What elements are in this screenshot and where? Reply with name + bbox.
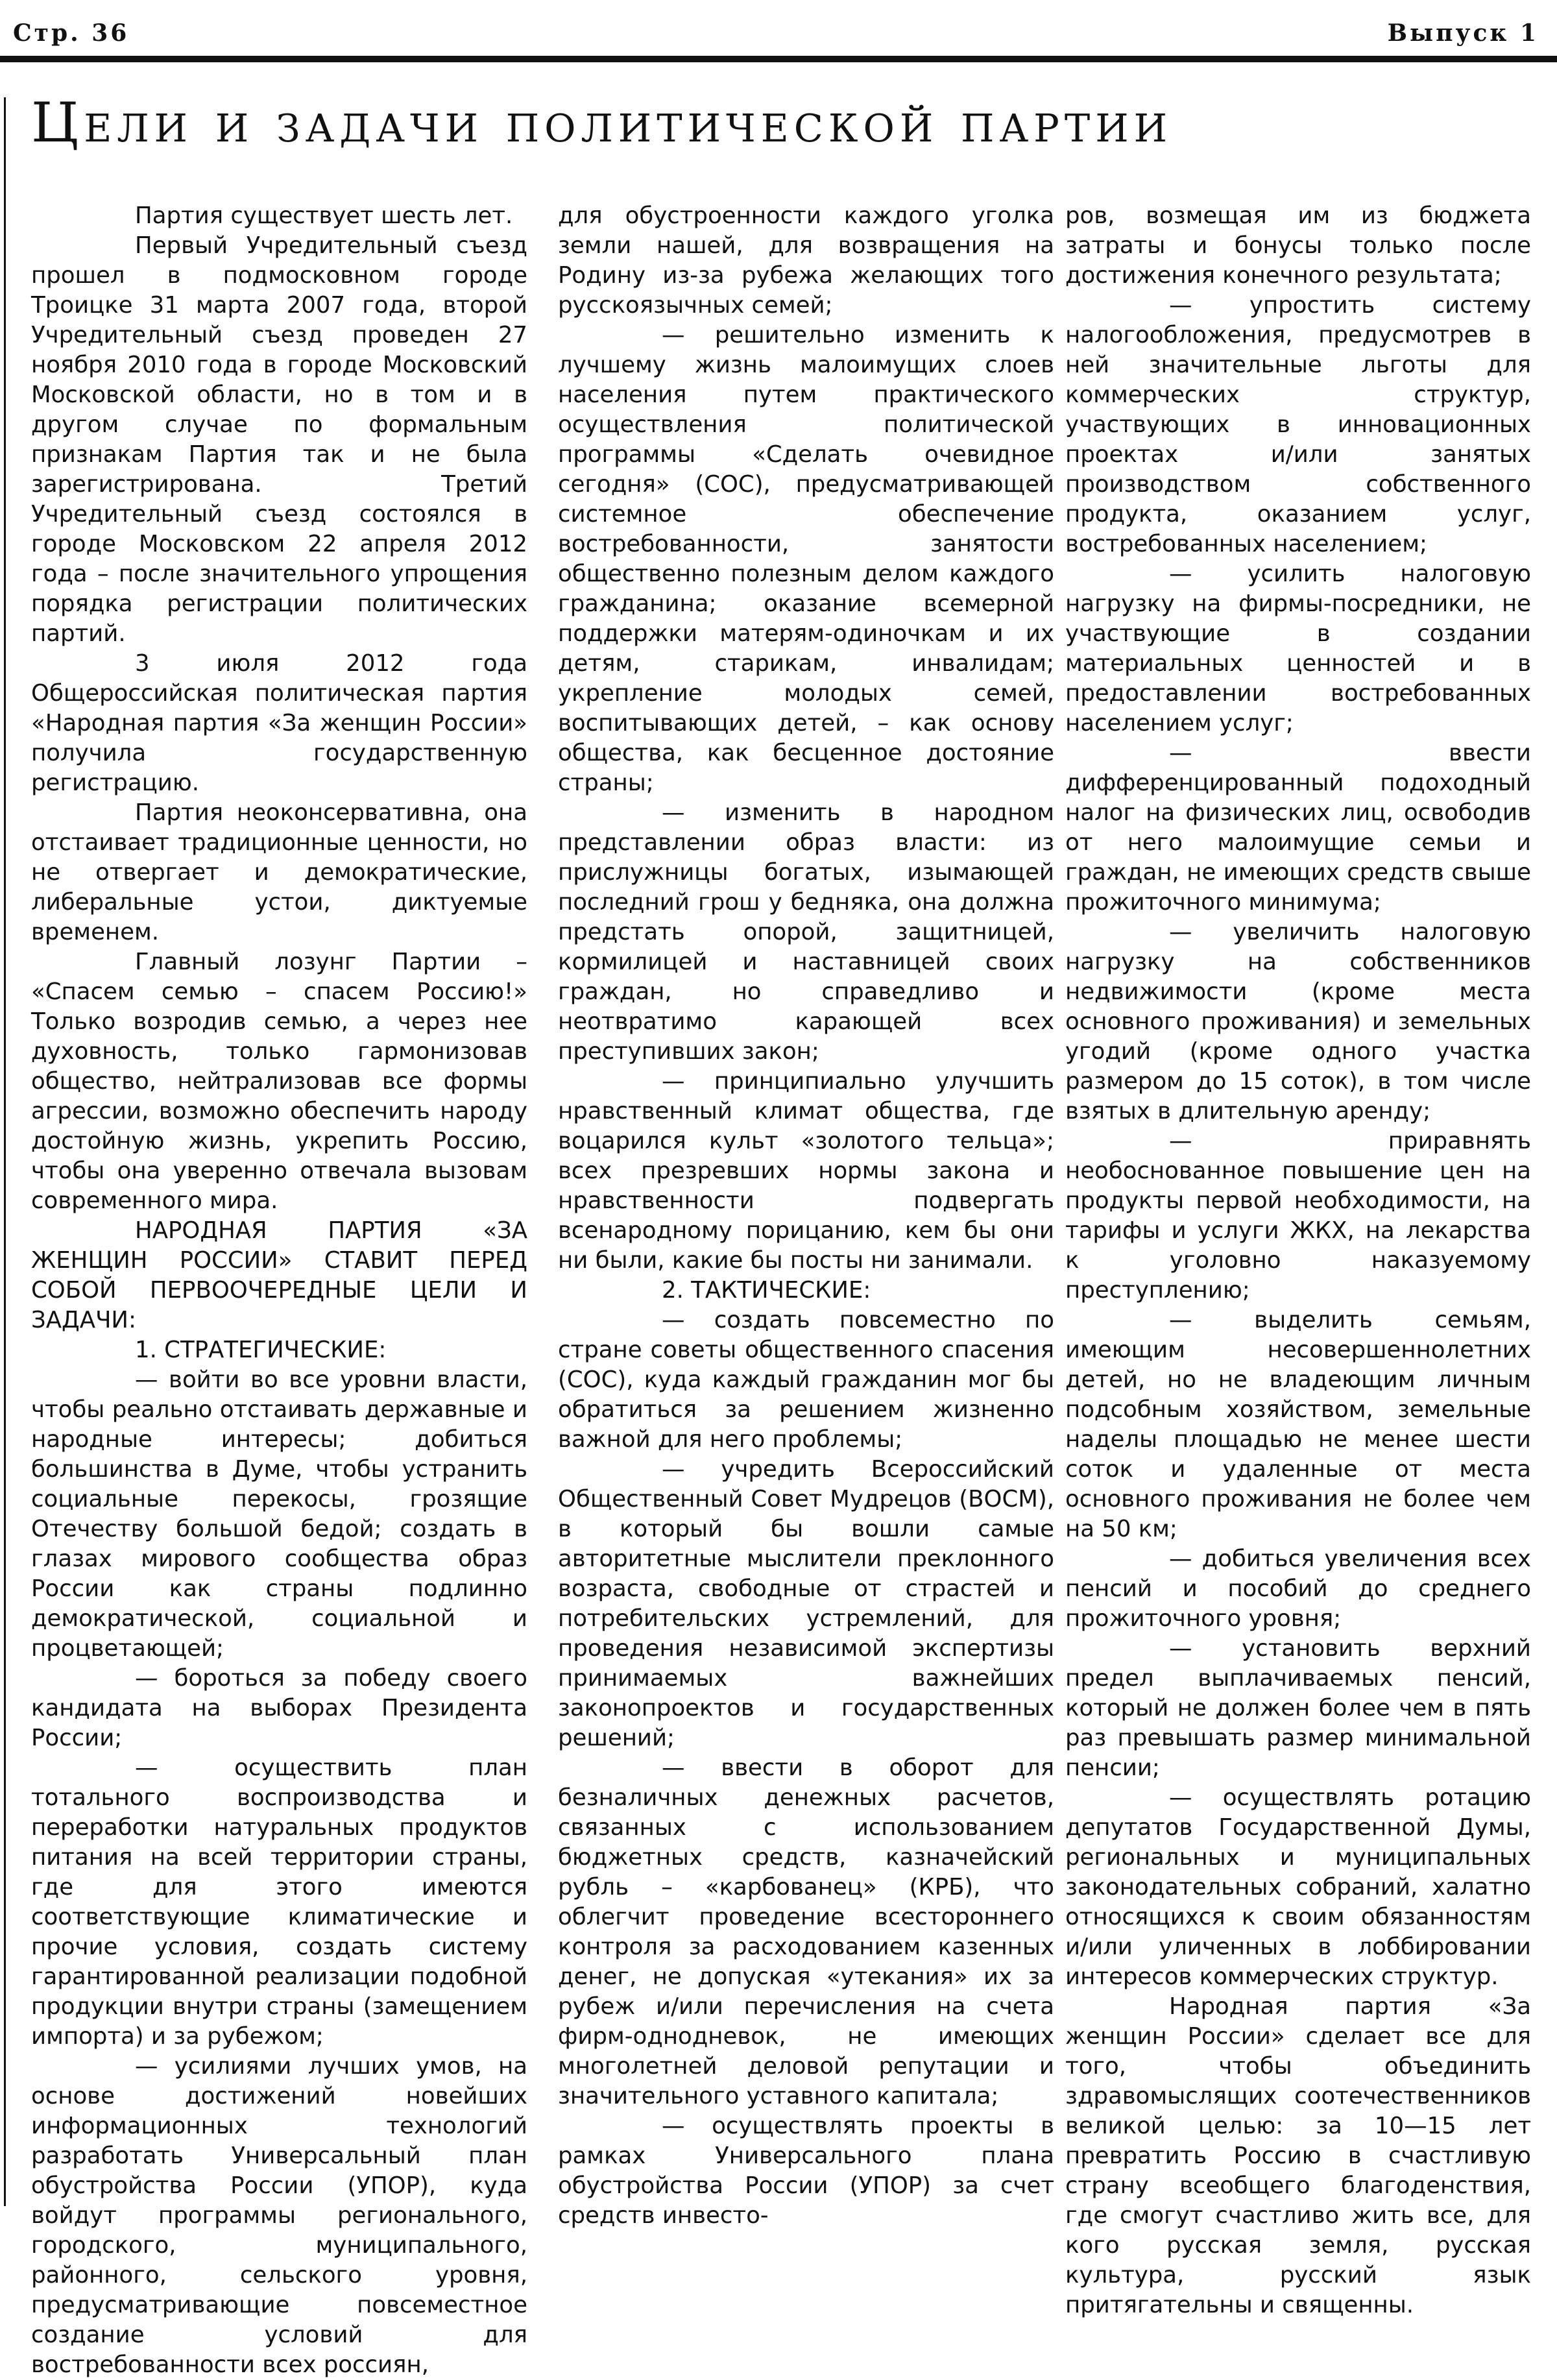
list-item: — приравнять необоснованное повышение цен на продукты первой необходимости, на тарифы и услуги ЖКХ, на лекарства к уголовно наказуемому преступлению; — [1065, 1128, 1531, 1304]
list-item: — ввести в оборот для безналичных денежных расчетов, связанных с использованием бюджетных средств, казначейский рубль – «карбованец» (КРБ), что облегчит проведение всестороннего контроля за расходованием казенных денег, не допуская «утекания» их за рубеж и/или перечисления на счета фирм-однодневок, не имеющих многолетней деловой репутации и значительного уставного капитала; — [558, 1755, 1054, 2109]
text-column-1 — [31, 201, 527, 2378]
list-item: — выделить семьям, имеющим несовершеннолетних детей, но не владеющим личным подсобным хозяйством, земельные наделы площадью не менее шести соток и удаленные от места основного проживания не более чем на 50 км; — [1065, 1307, 1531, 1542]
paragraph: Главный лозунг Партии – «Спасем семью – спасем Россию!» Только возродив семью, а через нее духовность, только гармонизовав общество, нейтрализовав все формы агрессии, возможно обеспечить народу достойную жизнь, укрепить Россию, чтобы она уверенно отвечала вызовам современного мира. — [31, 949, 527, 1214]
list-item: — увеличить налоговую нагрузку на собственников недвижимости (кроме места основного проживания) и земельных угодий (кроме одного участка размером до 15 соток), в том числе взятых в длительную аренду; — [1065, 919, 1531, 1124]
list-item: — учредить Всероссийский Общественный Совет Мудрецов (ВОСМ), в который бы вошли самые авторитетные мыслители преклонного возраста, свободные от страстей и потребительских устремлений, для проведения независимой экспертизы принимаемых важнейших законопроектов и государственных решений; — [558, 1456, 1054, 1751]
issue-number: Выпуск 1 — [1387, 19, 1539, 47]
list-item: — усилить налоговую нагрузку на фирмы-посредники, не участвующие в создании материальных ценностей и в предоставлении востребованных населением услуг; — [1065, 561, 1531, 736]
list-item: — усилиями лучших умов, на основе достижений новейших информационных технологий разработать Универсальный план обустройства России (УПОР), куда войдут программы регионального, городского, муниципального, районного, сельского уровня, предусматривающие повсеместное создание условий для востребованности всех россиян, — [31, 2053, 527, 2378]
left-margin-rule — [4, 97, 6, 2206]
header-rule — [0, 56, 1557, 62]
list-item: — осуществлять проекты в рамках Универсального плана обустройства России (УПОР) за счет средств инвесто- — [558, 2113, 1054, 2229]
article-title: Цели и задачи политической партии — [31, 91, 1173, 154]
list-item: — осуществлять ротацию депутатов Государственной Думы, региональных и муниципальных законодательных собраний, халатно относящихся к своим обязанностям и/или уличенных в лоббировании интересов коммерческих структур. — [1065, 1784, 1531, 1990]
paragraph: Партия существует шесть лет. — [135, 202, 513, 229]
subsection-heading: 2. ТАКТИЧЕСКИЕ: — [662, 1277, 871, 1304]
list-item: — установить верхний предел выплачиваемых пенсий, который не должен более чем в пять раз превышать размер минимальной пенсии; — [1065, 1635, 1531, 1781]
subsection-heading: 1. СТРАТЕГИЧЕСКИЕ: — [135, 1337, 387, 1363]
paragraph: 3 июля 2012 года Общероссийская политическая партия «Народная партия «За женщин России» получила государственную регистрацию. — [31, 650, 527, 796]
list-item: — бороться за победу своего кандидата на выборах Президента России; — [31, 1665, 527, 1751]
page-number: Стр. 36 — [13, 19, 130, 47]
list-item-continued: для обустроенности каждого уголка земли нашей, для возвращения на Родину из-за рубежа желающих того русскоязычных семей; — [558, 202, 1054, 319]
list-item: — войти во все уровни власти, чтобы реально отстаивать державные и народные интересы; добиться большинства в Думе, чтобы устранить социальные перекосы, грозящие Отечеству большой бедой; создать в глазах мирового сообщества образ России как страны подлинно демократической, социальной и процветающей; — [31, 1366, 527, 1662]
list-item: — добиться увеличения всех пенсий и пособий до среднего прожиточного уровня; — [1065, 1546, 1531, 1632]
list-item: — ввести дифференцированный подоходный налог на физических лиц, освободив от него малоимущие семьи и граждан, не имеющих средств свыше прожиточного минимума; — [1065, 740, 1531, 916]
list-item-continued: ров, возмещая им из бюджета затраты и бонусы только после достижения конечного результата; — [1065, 202, 1531, 289]
section-heading: НАРОДНАЯ ПАРТИЯ «ЗА ЖЕНЩИН РОССИИ» СТАВИТ ПЕРЕД СОБОЙ ПЕРВООЧЕРЕДНЫЕ ЦЕЛИ И ЗАДАЧИ: — [31, 1217, 527, 1333]
paragraph: Первый Учредительный съезд прошел в подмосковном городе Троицке 31 марта 2007 года, второй Учредительный съезд проведен 27 ноября 2010 года в городе Московский Московской области, но в том и в другом случае по формальным признакам Партия так и не была зарегистрирована. Третий Учредительный съезд состоялся в городе Московском 22 апреля 2012 года – после значительного упрощения порядка регистрации политических партий. — [31, 232, 527, 647]
list-item: — решительно изменить к лучшему жизнь малоимущих слоев населения путем практического осуществления политической программы «Сделать очевидное сегодня» (СОС), предусматривающей системное обеспечение востребованности, занятости общественно полезным делом каждого гражданина; оказание всемерной поддержки матерям-одиночкам и их детям, старикам, инвалидам; укрепление молодых семей, воспитывающих детей, – как основу общества, как бесценное достояние страны; — [558, 322, 1054, 796]
paragraph: Партия неоконсервативна, она отстаивает традиционные ценности, но не отвергает и демократические, либеральные устои, диктуемые временем. — [31, 799, 527, 945]
list-item: — упростить систему налогообложения, предусмотрев в ней значительные льготы для коммерческих структур, участвующих в инновационных проектах и/или занятых производством собственного продукта, оказанием услуг, востребованных населением; — [1065, 292, 1531, 557]
list-item: — принципиально улучшить нравственный климат общества, где воцарился культ «золотого тельца»; всех презревших нормы закона и нравственности подвергать всенародному порицанию, кем бы они ни были, какие бы посты ни занимали. — [558, 1068, 1054, 1274]
closing-paragraph: Народная партия «За женщин России» сделает все для того, чтобы объединить здравомыслящих соотечественников великой целью: за 10—15 лет превратить Россию в счастливую страну всеобщего благоденствия, где смогут счастливо жить все, для кого русская земля, русская культура, русский язык притягательны и священны. — [1065, 1993, 1531, 2318]
list-item: — изменить в народном представлении образ власти: из прислужницы богатых, изымающей последний грош у бедняка, она должна предстать опорой, защитницей, кормилицей и наставницей своих граждан, но справедливо и неотвратимо карающей всех преступивших закон; — [558, 799, 1054, 1065]
list-item: — осуществить план тотального воспроизводства и переработки натуральных продуктов питания на всей территории страны, где для этого имеются соответствующие климатические и прочие условия, создать систему гарантированной реализации подобной продукции внутри страны (замещением импорта) и за рубежом; — [31, 1755, 527, 2050]
list-item: — создать повсеместно по стране советы общественного спасения (СОС), куда каждый гражданин мог бы обратиться за решением жизненно важной для него проблемы; — [558, 1307, 1054, 1453]
text-column-3 — [1065, 201, 1531, 2318]
text-column-2 — [558, 201, 1054, 2229]
